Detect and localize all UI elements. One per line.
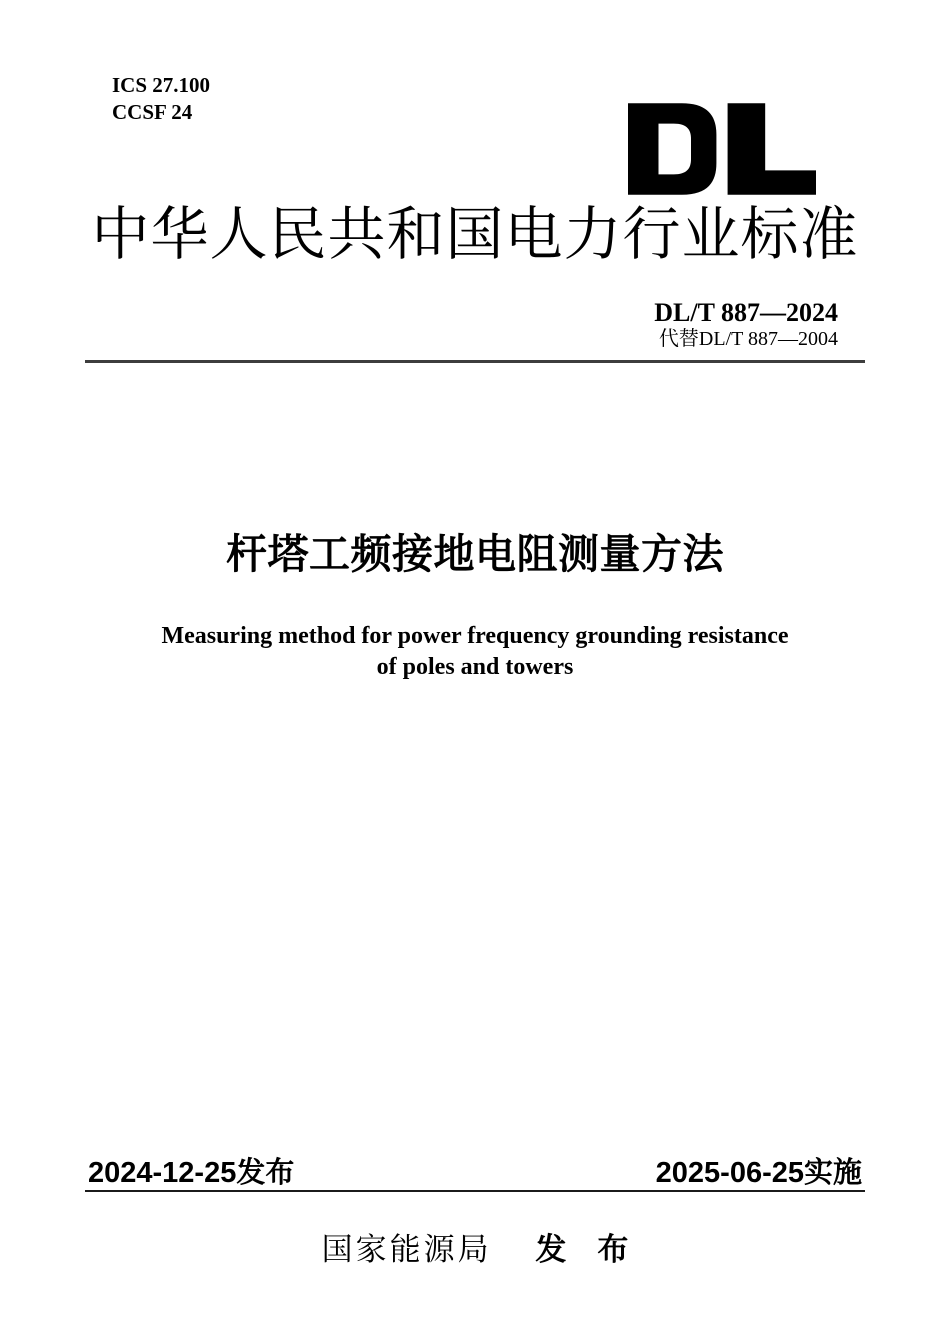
issue-date: 2024-12-25发布 [88,1157,295,1189]
document-title-en-line2: of poles and towers [376,654,574,680]
implement-date: 2025-06-25实施 [655,1157,862,1189]
document-title-zh: 杆塔工频接地电阻测量方法 [226,531,724,577]
standard-number-block [654,299,838,351]
classification-codes [112,72,210,126]
replaces-note: 代替DL/T 887—2004 [658,328,838,350]
document-title-en [0,621,950,683]
standard-number: DL/T 887—2024 [654,298,838,327]
document-title-en-line1: Measuring method for power frequency grounding resistance [161,623,789,649]
publish-label: 发 布 [535,1232,629,1267]
dl-logo-graphic [628,103,816,195]
ccsf-code: CCSF 24 [112,100,193,124]
ics-code: ICS 27.100 [112,73,211,97]
dates-row [88,1157,862,1189]
header-rule [85,360,865,363]
standard-series-title: 中华人民共和国电力行业标准 [91,202,859,267]
dl-logo [628,103,816,195]
dl-logo-text [628,195,629,196]
footer-rule [85,1190,865,1192]
publisher-row [0,1231,950,1269]
publisher-name: 国家能源局 [321,1232,492,1267]
